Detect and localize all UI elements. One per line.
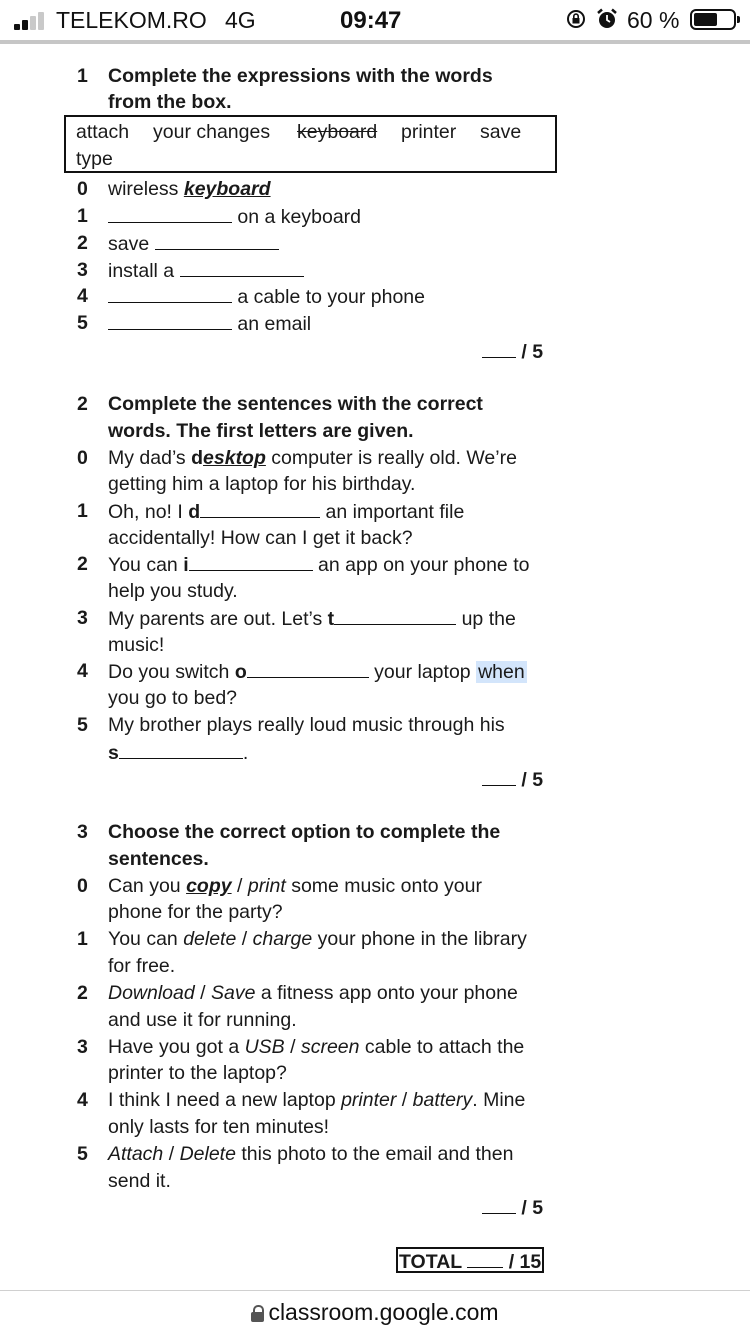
signal-strength-icon	[14, 10, 48, 30]
item-text: and use it for running.	[108, 1009, 297, 1031]
example-answer: esktop	[203, 447, 266, 469]
item-text: you go to bed?	[108, 687, 238, 709]
item-number: 1	[77, 205, 88, 227]
box-word: attach	[76, 121, 130, 143]
answer-blank[interactable]	[334, 606, 456, 625]
item-number: 2	[77, 982, 88, 1004]
exercise-heading: sentences.	[108, 848, 209, 870]
battery-icon	[690, 9, 736, 30]
item-text: getting him a laptop for his birthday.	[108, 473, 416, 495]
answer-blank[interactable]	[108, 311, 232, 330]
option-a: delete	[183, 928, 237, 950]
answer-blank[interactable]	[108, 204, 232, 223]
item-number: 4	[77, 660, 88, 682]
answer-blank[interactable]	[247, 659, 369, 678]
question-item: You can i an app on your phone to	[108, 554, 530, 576]
item-text: for free.	[108, 955, 176, 977]
option-b: charge	[252, 928, 313, 950]
item-text: My brother plays really loud music through his	[108, 714, 505, 736]
example-item: wireless keyboard	[108, 178, 271, 200]
item-number: 2	[77, 232, 88, 254]
exercise-heading: Choose the correct option to complete the	[108, 821, 501, 843]
item-text: printer to the laptop?	[108, 1062, 287, 1084]
score-field: / 5	[482, 339, 543, 364]
option-a: Attach	[108, 1143, 164, 1165]
status-time: 09:47	[340, 7, 402, 34]
question-item: Oh, no! I d an important file	[108, 501, 465, 523]
answer-blank[interactable]	[180, 258, 304, 277]
status-bar	[0, 0, 750, 40]
option-a: printer	[341, 1089, 397, 1111]
item-number: 0	[77, 447, 88, 469]
browser-url-bar[interactable]	[0, 1290, 750, 1335]
item-number: 3	[77, 259, 88, 281]
alarm-icon	[596, 8, 618, 30]
answer-blank[interactable]	[108, 284, 232, 303]
exercise-heading: Complete the sentences with the correct	[108, 393, 483, 415]
option-b: Save	[211, 982, 256, 1004]
question-item: You can delete / charge your phone in the library	[108, 928, 527, 950]
exercise-number: 3	[77, 821, 88, 843]
item-text: help you study.	[108, 580, 238, 602]
item-number: 0	[77, 875, 88, 897]
item-number: 0	[77, 178, 88, 200]
question-item: Have you got a USB / screen cable to attach the	[108, 1036, 525, 1058]
option-b: screen	[300, 1036, 360, 1058]
question-item: save	[108, 231, 279, 256]
question-item: an email	[108, 311, 311, 336]
item-text: accidentally! How can I get it back?	[108, 527, 413, 549]
option-a: USB	[244, 1036, 285, 1058]
answer-blank[interactable]	[189, 552, 313, 571]
question-item: Attach / Delete this photo to the email and then	[108, 1143, 514, 1165]
item-text: music!	[108, 634, 165, 656]
item-text: only lasts for ten minutes!	[108, 1116, 330, 1138]
exercise-heading: Complete the expressions with the words	[108, 65, 493, 87]
option-a: Download	[108, 982, 195, 1004]
answer-blank[interactable]	[155, 231, 279, 250]
box-word-used: keyboard	[297, 121, 378, 143]
box-word: your changes	[153, 121, 271, 143]
item-number: 5	[77, 312, 88, 334]
lock-icon	[251, 1305, 264, 1322]
item-number: 4	[77, 285, 88, 307]
battery-fill	[694, 13, 717, 26]
item-number: 3	[77, 1036, 88, 1058]
item-number: 4	[77, 1089, 88, 1111]
text-selection-highlight[interactable]: when	[478, 661, 525, 683]
exercise-number: 1	[77, 65, 88, 87]
network-type: 4G	[225, 7, 256, 33]
item-number: 2	[77, 553, 88, 575]
item-number: 5	[77, 1143, 88, 1165]
question-item: a cable to your phone	[108, 284, 425, 309]
box-word: printer	[401, 121, 457, 143]
question-item: Do you switch o your laptop when	[108, 661, 525, 683]
exercise-heading: words. The first letters are given.	[108, 420, 414, 442]
item-text: send it.	[108, 1170, 171, 1192]
item-number: 1	[77, 500, 88, 522]
example-item: My dad’s desktop computer is really old. We’re	[108, 447, 517, 469]
example-answer: keyboard	[183, 178, 271, 200]
battery-percentage: 60 %	[627, 7, 680, 33]
item-number: 1	[77, 928, 88, 950]
question-item: Download / Save a fitness app onto your phone	[108, 982, 518, 1004]
option-b: Delete	[179, 1143, 236, 1165]
question-item: I think I need a new laptop printer / battery. Mine	[108, 1089, 526, 1111]
url-display[interactable]	[0, 1299, 750, 1326]
box-word: type	[76, 148, 113, 170]
url-text[interactable]: classroom.google.com	[268, 1299, 499, 1325]
item-text: phone for the party?	[108, 901, 283, 923]
total-score-box: TOTAL / 15	[396, 1247, 544, 1273]
example-item: Can you copy / print some music onto your	[108, 875, 482, 897]
exercise-heading: from the box.	[108, 91, 232, 113]
item-number: 5	[77, 714, 88, 736]
item-number: 3	[77, 607, 88, 629]
worksheet-page[interactable]	[0, 44, 750, 1284]
question-item: My parents are out. Let’s t up the	[108, 608, 516, 630]
example-answer: copy	[186, 875, 232, 897]
answer-blank[interactable]	[200, 499, 320, 518]
question-item: install a	[108, 258, 304, 283]
exercise-number: 2	[77, 393, 88, 415]
score-field: / 5	[482, 1195, 543, 1220]
rotation-lock-icon	[566, 9, 586, 29]
question-item: on a keyboard	[108, 204, 361, 229]
box-word: save	[480, 121, 522, 143]
answer-blank[interactable]	[119, 740, 243, 759]
carrier-name: TELEKOM.RO	[56, 7, 207, 33]
score-field: / 5	[482, 767, 543, 792]
question-item: s .	[108, 742, 249, 764]
option-b: battery	[412, 1089, 473, 1111]
